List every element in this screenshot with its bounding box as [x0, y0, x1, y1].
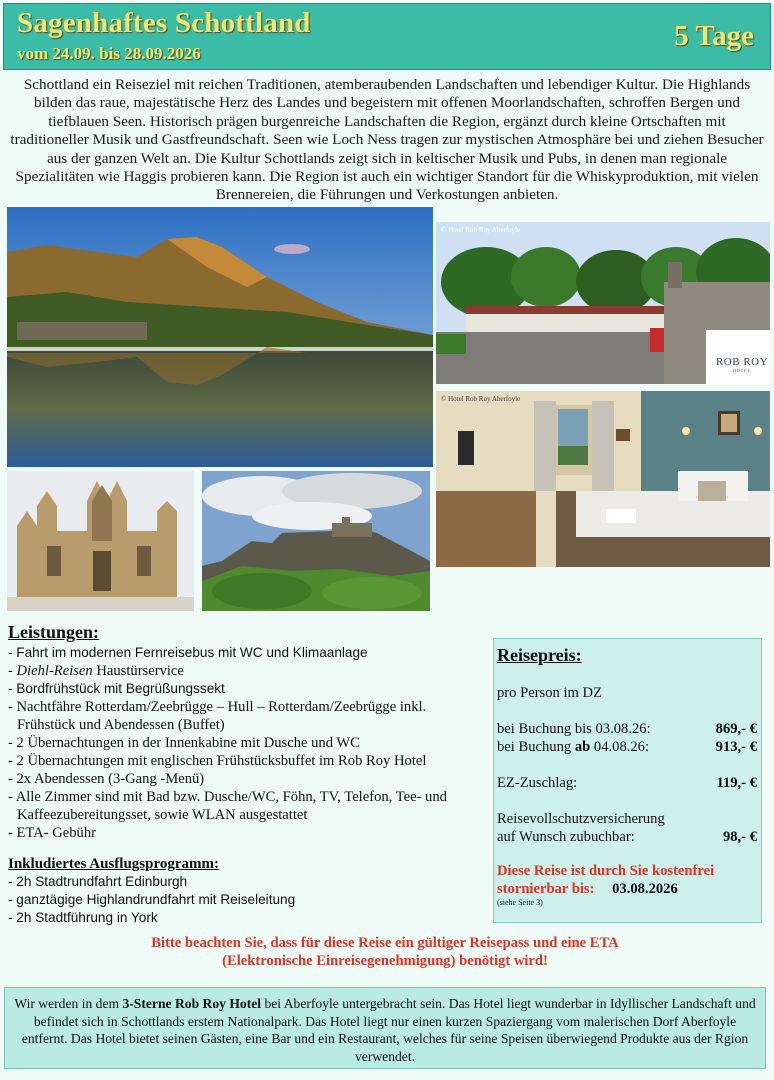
list-item: - 2 Übernachtungen in der Innenkabine mit Dusche und WC [8, 735, 360, 751]
list-item: - 2 Übernachtungen mit englischen Frühstücksbuffet im Rob Roy Hotel [8, 753, 427, 769]
hotel-sign-logo: ROB ROY HOTEL [715, 356, 769, 373]
insurance-label-1: Reisevollschutzversicherung [497, 811, 665, 827]
cancellation-date: 03.08.2026 [612, 881, 678, 897]
list-item: - Nachtfähre Rotterdam/Zeebrügge – Hull – Rotterdam/Zeebrügge inkl. Frühstück und Abendessen (Buffet) [8, 699, 427, 733]
hotel-exterior-photo [436, 222, 770, 384]
cancellation-reference: (siehe Seite 3) [497, 898, 543, 907]
intro-paragraph: Schottland ein Reiseziel mit reichen Traditionen, atemberaubenden Landschaften und lebendiger Kultur. Die Highlands bilden das raue, majestätische Herz des Landes und begeistern mit offenen Moorlandschaften, schroffen Bergen und tiefblauen Seen. Historisch prägen burgenreiche Landschaften die Region, ergänzt durch kleine Ortschaften mit traditioneller Musik und Gastfreundschaft. Seen wie Loch Ness tragen zur mystischen Atmosphäre bei und ziehen Besucher aus der ganzen Welt an. Die Kultur Schottlands zeigt sich in keltischer Musik und Pubs, in denen man regionale Spezialitäten wie Haggis probieren kann. Die Region ist auch ein wichtiger Standort für die Whiskyproduktion, mit vielen Brennereien, die Führungen und Verkostungen anbieten. [10, 76, 764, 204]
cancellation-note-2: stornierbar bis: 03.08.2026 [497, 881, 678, 897]
hotel-description-box: Wir werden in dem 3-Sterne Rob Roy Hotel bei Aberfoyle untergebracht sein. Das Hotel liegt wunderbar in Idyllischer Landschaft und befindet sich in Schottlands erstem Nationalpark. Das Hotel liegt nur einen kurzen Spaziergang vom malerischen Dorf Aberfoyle entfernt. Das Hotel bietet seinen Gästen, eine Bar und ein Restaurant, welches für seine Speisen überwiegend Produkte aus der Rgion verwendet. [4, 987, 766, 1069]
list-item: - 2h Stadtführung in York [8, 910, 158, 925]
early-booking-label: bei Buchung bis 03.08.26: [497, 721, 651, 737]
header-banner [3, 3, 771, 70]
price-row-late [497, 738, 757, 756]
late-booking-label: bei Buchung ab 04.08.26: [497, 739, 650, 755]
services-section [8, 622, 488, 927]
price-box [493, 638, 762, 923]
hotel-name: 3-Sterne Rob Roy Hotel [122, 996, 262, 1011]
room-photo-credit: © Hotel Rob Roy Aberfoyle [441, 395, 521, 403]
insurance-price: 98,- € [722, 829, 757, 845]
price-row-insurance [497, 828, 757, 846]
hotel-room-photo [436, 391, 770, 567]
edinburgh-castle-photo [202, 471, 430, 611]
hotel-photo-credit: © Hotel Rob Roy Aberfoyle [441, 226, 521, 234]
price-row-single [497, 774, 757, 792]
cancellation-note-1: Diese Reise ist durch Sie kostenfrei [497, 863, 715, 879]
single-supplement-label: EZ-Zuschlag: [497, 775, 578, 791]
list-item: - Bordfrühstück mit Begrüßungssekt [8, 681, 225, 696]
list-item: - ganztägige Highlandrundfahrt mit Reiseleitung [8, 892, 296, 907]
york-minster-photo [7, 471, 194, 611]
loch-landscape-photo [7, 207, 433, 467]
early-booking-price: 869,- € [715, 721, 757, 737]
price-row-early [497, 720, 757, 738]
list-item: - ETA- Gebühr [8, 825, 96, 841]
list-item: - 2x Abendessen (3-Gang -Menü) [8, 771, 205, 787]
single-supplement-price: 119,- € [716, 775, 757, 791]
trip-duration: 5 Tage [674, 20, 754, 52]
passport-warning: Bitte beachten Sie, dass für diese Reise ein gültiger Reisepass und eine ETA (Elektronische Einreisegenehmigung) benötigt wird! [151, 935, 619, 969]
list-item: - 2h Stadtrundfahrt Edinburgh [8, 874, 188, 889]
price-per-person: pro Person im DZ [497, 685, 602, 701]
services-heading: Leistungen: [8, 622, 100, 642]
diehl-reisen-brand: Diehl-Reisen [16, 663, 93, 679]
excursions-list [8, 873, 488, 927]
insurance-label-2: auf Wunsch zubuchbar: [497, 829, 635, 845]
excursions-heading: Inkludiertes Ausflugsprogramm: [8, 856, 219, 872]
list-item: - Diehl-Reisen Haustürservice [8, 663, 184, 679]
page-title: Sagenhaftes Schottland [17, 7, 311, 39]
list-item: - Alle Zimmer sind mit Bad bzw. Dusche/WC, Föhn, TV, Telefon, Tee- und Kaffeezubereitungsset, sowie WLAN ausgestattet [8, 789, 447, 823]
late-booking-price: 913,- € [715, 739, 757, 755]
travel-dates: vom 24.09. bis 28.09.2026 [17, 44, 201, 63]
list-item: - Fahrt im modernen Fernreisebus mit WC und Klimaanlage [8, 645, 368, 660]
services-list [8, 644, 488, 842]
price-heading: Reisepreis: [497, 645, 582, 665]
